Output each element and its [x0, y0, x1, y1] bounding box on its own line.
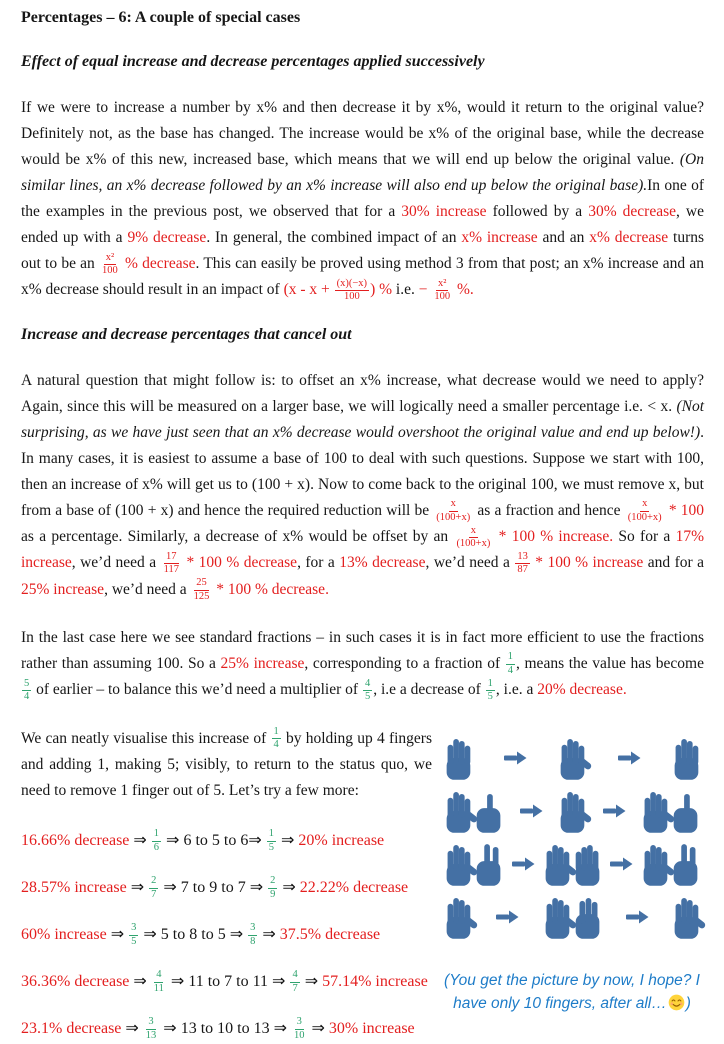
text-run: A natural question that might follow is: to offset an x% increase, what decrease would we need to apply? Again, since this will be measured on a larger base, we will logically need a smaller percentage i.e. < x. — [21, 371, 704, 415]
text-run: ⇒ 7 to 9 to 7 ⇒ — [159, 878, 268, 896]
fraction: $\frac{3}{13}$ — [145, 1016, 157, 1041]
text-run: * 100 — [664, 501, 704, 519]
fraction: $\frac{1}{6}$ — [153, 828, 160, 853]
hand-icon — [570, 893, 606, 941]
text-run: ⇒ — [278, 878, 300, 896]
hand-icon — [471, 787, 507, 835]
hand-group — [668, 893, 704, 941]
text-run: * 100 % decrease — [181, 554, 298, 572]
fraction: $\frac{2}{7}$ — [151, 875, 157, 900]
hand-icon — [570, 840, 606, 888]
text-run: We can neatly visualise this increase of — [21, 729, 271, 747]
text-run: 25% increase — [220, 654, 305, 672]
arrow-icon — [495, 910, 519, 924]
section-heading-equal-inc-dec: Effect of equal increase and decrease percentages applied successively — [21, 53, 485, 70]
paragraph-standard-fractions — [21, 625, 704, 704]
fraction: $\frac{\text{x²}}{100}$ — [434, 277, 451, 303]
hand-group — [440, 840, 507, 888]
hand-group — [440, 893, 476, 941]
fraction: $\frac{25}{125}$ — [193, 577, 210, 602]
text-run: ⇒ — [307, 1019, 329, 1037]
text-run: ⇒ — [258, 925, 280, 943]
hand-icon — [554, 734, 590, 782]
text-run: 22.22% decrease — [299, 878, 409, 896]
text-run: , for a — [297, 554, 340, 572]
text-run: of earlier – to balance this we’d need a multiplier of — [32, 681, 362, 699]
arrow-icon — [617, 751, 641, 765]
fraction: $\frac{4}{11}$ — [153, 969, 164, 994]
hands-rows — [440, 734, 704, 941]
text-run: and for a — [643, 554, 705, 572]
text-run: ⇒ — [130, 878, 149, 896]
fraction: $\frac{4}{5}$ — [364, 677, 371, 703]
text-run: ) — [685, 994, 691, 1012]
text-run: 30% decrease — [588, 203, 677, 220]
fraction: $\frac{1}{5}$ — [268, 828, 274, 853]
fraction: $\frac{1}{5}$ — [487, 677, 493, 703]
text-run: (On similar lines, an x% decrease followed by an x% increase will also end up below the original base). — [21, 151, 704, 194]
hand-row — [440, 734, 704, 782]
text-run: , we ended up with a — [21, 203, 705, 246]
smiley-emoji-icon — [668, 994, 685, 1011]
text-run: ⇒ — [277, 831, 299, 849]
text-run: ⇒ — [125, 1019, 143, 1037]
section-heading-cancel-out: Increase and decrease percentages that cancel out — [21, 325, 352, 343]
text-run: as a percentage. Similarly, a decrease of x% would be offset by an — [21, 527, 454, 545]
fraction: $\frac{13}{87}$ — [517, 550, 528, 576]
text-run: % decrease — [120, 255, 196, 272]
arrow-icon — [609, 857, 633, 871]
text-run: 13% decrease — [339, 554, 426, 572]
text-run: ⇒ — [133, 972, 151, 990]
hand-icon — [471, 840, 507, 888]
text-run: x% increase — [461, 229, 538, 246]
hand-row — [440, 787, 704, 835]
arrow-icon — [625, 910, 649, 924]
text-run: If we were to increase a number by x% and then decrease it by x%, would it return to the original value? Definitely not, as the base has changed. The increase would be x% of the original base, while the decrease would be x% of this new, increased base, which means that we will end up below the original value. — [21, 99, 704, 168]
text-run: * 100 % decrease. — [212, 580, 329, 598]
arrow-icon — [519, 804, 543, 818]
text-run: ⇒ 6 to 5 to 6⇒ — [162, 831, 266, 849]
arrow-icon — [602, 804, 626, 818]
hand-icon — [668, 893, 704, 941]
hand-icon — [554, 787, 590, 835]
hand-icon — [668, 734, 704, 782]
text-run: i.e. — [392, 281, 419, 299]
hand-group — [440, 787, 507, 835]
fraction: $\frac{5}{4}$ — [24, 677, 30, 703]
hand-group — [440, 734, 476, 782]
fraction: $\frac{3}{10}$ — [294, 1016, 305, 1041]
hand-group — [637, 787, 704, 835]
hand-icon — [440, 893, 476, 941]
hand-icon — [668, 787, 704, 835]
figure-caption — [440, 969, 704, 1016]
text-run: In one of the examples in the previous post, we observed that for a — [21, 177, 705, 220]
text-run: ) % — [370, 281, 393, 299]
hand-group — [539, 840, 606, 888]
text-run: , we’d need a — [71, 554, 161, 572]
hands-figure — [440, 728, 704, 1016]
page-title: Percentages – 6: A couple of special cases — [21, 9, 301, 26]
fraction: $\frac{1}{4}$ — [273, 726, 279, 751]
fraction: $\frac{17}{117}$ — [163, 550, 179, 576]
text-run: 60% increase — [21, 925, 111, 943]
hand-icon — [668, 840, 704, 888]
text-run: ⇒ 11 to 7 to 11 ⇒ — [166, 972, 290, 990]
text-run: , we’d need a — [104, 580, 191, 598]
text-run: 30% increase — [401, 203, 487, 220]
fraction: $\frac{(x)(-x)}{100}$ — [336, 277, 368, 303]
text-run: In the last case here we see standard fractions – in such cases it is in fact more efficient to use the fractions rather than assuming 100. So a — [21, 628, 704, 672]
arrow-icon — [511, 857, 535, 871]
hand-group — [539, 893, 606, 941]
fraction: $\frac{1}{4}$ — [507, 651, 513, 676]
text-run: 9% decrease — [127, 229, 207, 246]
fraction: $\frac{x}{(100+x)}$ — [456, 524, 491, 549]
text-run: and an — [537, 229, 590, 246]
text-run: , means the value has become — [516, 654, 704, 672]
paragraph-cancel-out — [21, 368, 704, 603]
text-run: turns out to be an — [21, 229, 705, 272]
text-run: ⇒ 13 to 10 to 13 ⇒ — [159, 1019, 291, 1037]
text-run: ⇒ — [133, 831, 151, 849]
text-run: 36.36% decrease — [21, 972, 134, 990]
text-run: − — [418, 281, 432, 299]
text-run: * 100 % increase — [530, 554, 644, 572]
hand-group — [554, 787, 590, 835]
arrow-icon — [503, 751, 527, 765]
text-run: (Not surprising, as we have just seen that an x% decrease would overshoot the original value and end up below!) — [21, 397, 704, 441]
text-run: , we’d need a — [425, 554, 515, 572]
text-run: 57.14% increase — [322, 972, 428, 990]
text-run: %. — [453, 281, 474, 299]
text-run: (x - x + — [283, 281, 334, 299]
text-run: 25% increase — [21, 580, 105, 598]
fraction: $\frac{x}{(100+x)}$ — [436, 498, 471, 523]
text-run: as a fraction and hence — [473, 501, 625, 519]
fraction: $\frac{3}{8}$ — [250, 922, 256, 947]
text-run: , i.e. a — [495, 681, 538, 699]
hand-icon — [440, 734, 476, 782]
text-run: x% decrease — [589, 229, 669, 246]
text-run: So for a — [613, 527, 676, 545]
text-run: . In general, the combined impact of an — [206, 229, 462, 246]
text-run: ⇒ — [300, 972, 323, 990]
text-run: , corresponding to a fraction of — [304, 654, 505, 672]
fraction: $\frac{4}{7}$ — [292, 969, 298, 994]
text-run: 28.57% increase — [21, 878, 131, 896]
hand-group — [554, 734, 590, 782]
hand-group — [668, 734, 704, 782]
text-run: 30% increase — [328, 1019, 415, 1037]
text-run: * 100 % increase. — [493, 527, 614, 545]
example-line — [21, 1014, 704, 1044]
fraction: $\frac{x}{(100+x)}$ — [627, 498, 662, 523]
text-run: ⇒ 5 to 8 to 5 ⇒ — [139, 925, 248, 943]
text-run: 20% increase — [298, 831, 385, 849]
text-run: ⇒ — [110, 925, 129, 943]
hand-group — [637, 840, 704, 888]
text-run: 16.66% decrease — [21, 831, 134, 849]
text-run: by holding up 4 fingers and adding 1, making 5; visibly, to return to the status quo, we need to remove 1 finger out of 5. Let’s try a few more: — [21, 729, 432, 799]
text-run: (You get the picture by now, I hope? I have only 10 fingers, after all… — [444, 971, 700, 1012]
fraction: $\frac{2}{9}$ — [270, 875, 276, 900]
text-run: 20% decrease. — [537, 681, 627, 699]
paragraph-equal-inc-dec — [21, 95, 704, 304]
text-run: . In many cases, it is easiest to assume a base of 100 to deal with such questions. Suppose we start with 100, then an increase of x% will get us to (100 + x). Now to come back to the original 100, we must remove x, but from a base of (100 + x) and hence the required reduction will be — [21, 423, 704, 519]
fraction: $\frac{3}{5}$ — [131, 922, 137, 947]
text-run: 37.5% decrease — [279, 925, 381, 943]
text-run: followed by a — [486, 203, 589, 220]
hand-row — [440, 840, 704, 888]
text-run: 17% increase — [21, 527, 704, 572]
hand-row — [440, 893, 704, 941]
text-run: , i.e a decrease of — [373, 681, 485, 699]
fraction: $\frac{\text{x²}}{100}$ — [102, 251, 118, 276]
text-run: 23.1% decrease — [21, 1019, 126, 1037]
text-run: . This can easily be proved using method 3 from that post; an x% increase and an x% decrease should result in an impact of — [21, 255, 705, 299]
